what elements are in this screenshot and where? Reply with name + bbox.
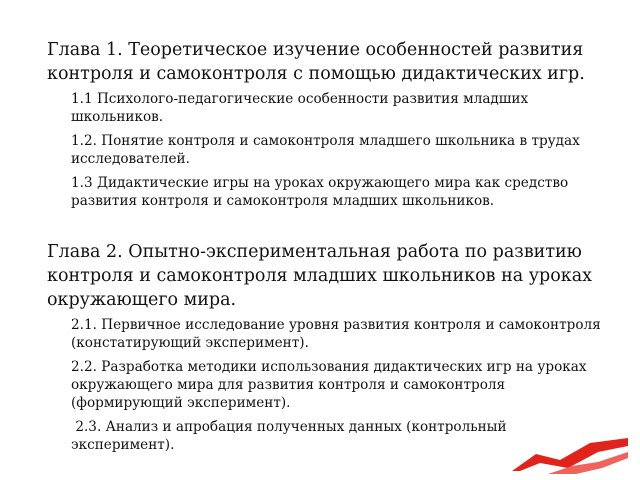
chapter-1-title: Глава 1. Теоретическое изучение особенностей развития контроля и самоконтроля с помощью дидактических игр. — [47, 40, 585, 84]
section-2-3: 2.3. Анализ и апробация полученных данных (контрольный эксперимент). — [71, 419, 511, 453]
section-1-1: 1.1 Психолого-педагогические особенности развития младших школьников. — [71, 91, 529, 125]
section-1-3: 1.3 Дидактические игры на уроках окружающего мира как средство развития контроля и самоконтроля младших школьников. — [71, 175, 569, 209]
section-1-2: 1.2. Понятие контроля и самоконтроля младшего школьника в трудах исследователей. — [71, 133, 580, 167]
section-2-1: 2.1. Первичное исследование уровня развития контроля и самоконтроля (констатирующий эксперимент). — [71, 317, 601, 351]
section-2-2: 2.2. Разработка методики использования дидактических игр на уроках окружающего мира для развития контроля и самоконтроля (формирующий эксперимент). — [71, 359, 587, 411]
red-ribbon-shape — [512, 438, 628, 471]
chapter-2-title: Глава 2. Опытно-экспериментальная работа по развитию контроля и самоконтроля младших школьников на уроках окружающего мира. — [47, 242, 593, 310]
